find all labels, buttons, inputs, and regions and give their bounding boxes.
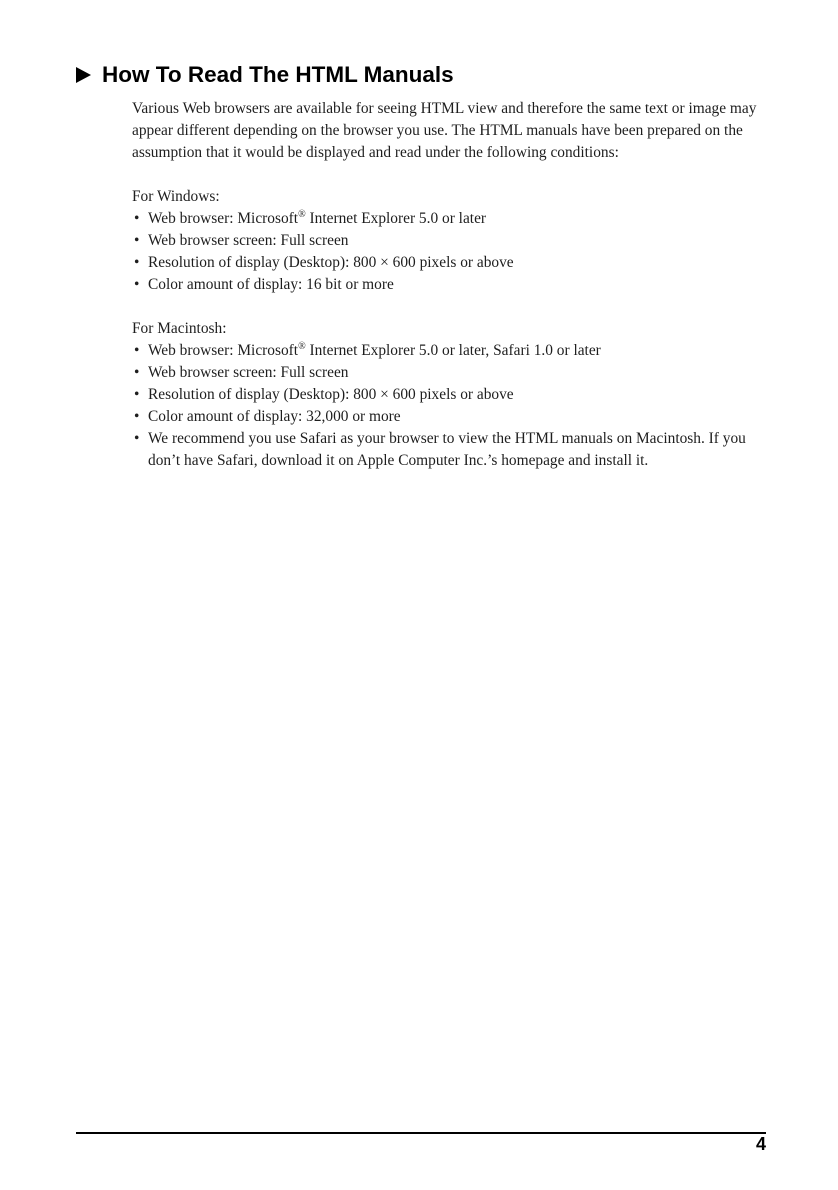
intro-paragraph: Various Web browsers are available for seeing HTML view and therefore the same text or image may appear different depending on the browser you use. The HTML manuals have been prepared on the assumption that it would be displayed and read under the following conditions: [132,100,757,161]
bullet-icon: • [134,210,140,227]
windows-requirements-list [132,208,772,296]
bullet-icon: • [134,276,140,293]
list-item: • Color amount of display: 32,000 or more [132,406,772,428]
bullet-icon: • [134,232,140,249]
list-item: • Web browser: Microsoft® Internet Explorer 5.0 or later [132,208,772,230]
list-item: • Web browser screen: Full screen [132,362,772,384]
bullet-icon: • [134,386,140,403]
bullet-icon: • [134,408,140,425]
page-title: How To Read The HTML Manuals [102,62,454,87]
registered-mark: ® [298,341,306,352]
list-item: • Web browser screen: Full screen [132,230,772,252]
list-item: • Color amount of display: 16 bit or more [132,274,772,296]
page-heading [76,62,454,88]
triangle-arrow-icon [76,67,91,83]
macintosh-requirements-list [132,340,772,472]
registered-mark: ® [298,209,306,220]
bullet-icon: • [134,364,140,381]
list-item: • Resolution of display (Desktop): 800 × 600 pixels or above [132,384,772,406]
windows-section-label: For Windows: [132,188,220,205]
list-item: • We recommend you use Safari as your browser to view the HTML manuals on Macintosh. If you don’t have Safari, download it on Apple Computer Inc.’s homepage and install it. [134,430,746,469]
page-number: 4 [755,1134,766,1154]
manual-body [132,98,772,472]
macintosh-section-label: For Macintosh: [132,320,227,337]
bullet-icon: • [134,254,140,271]
list-item: • Web browser: Microsoft® Internet Explorer 5.0 or later, Safari 1.0 or later [132,340,772,362]
bullet-icon: • [134,342,140,359]
list-item: • Resolution of display (Desktop): 800 × 600 pixels or above [132,252,772,274]
bullet-icon: • [134,430,140,447]
footer-divider [76,1132,766,1134]
